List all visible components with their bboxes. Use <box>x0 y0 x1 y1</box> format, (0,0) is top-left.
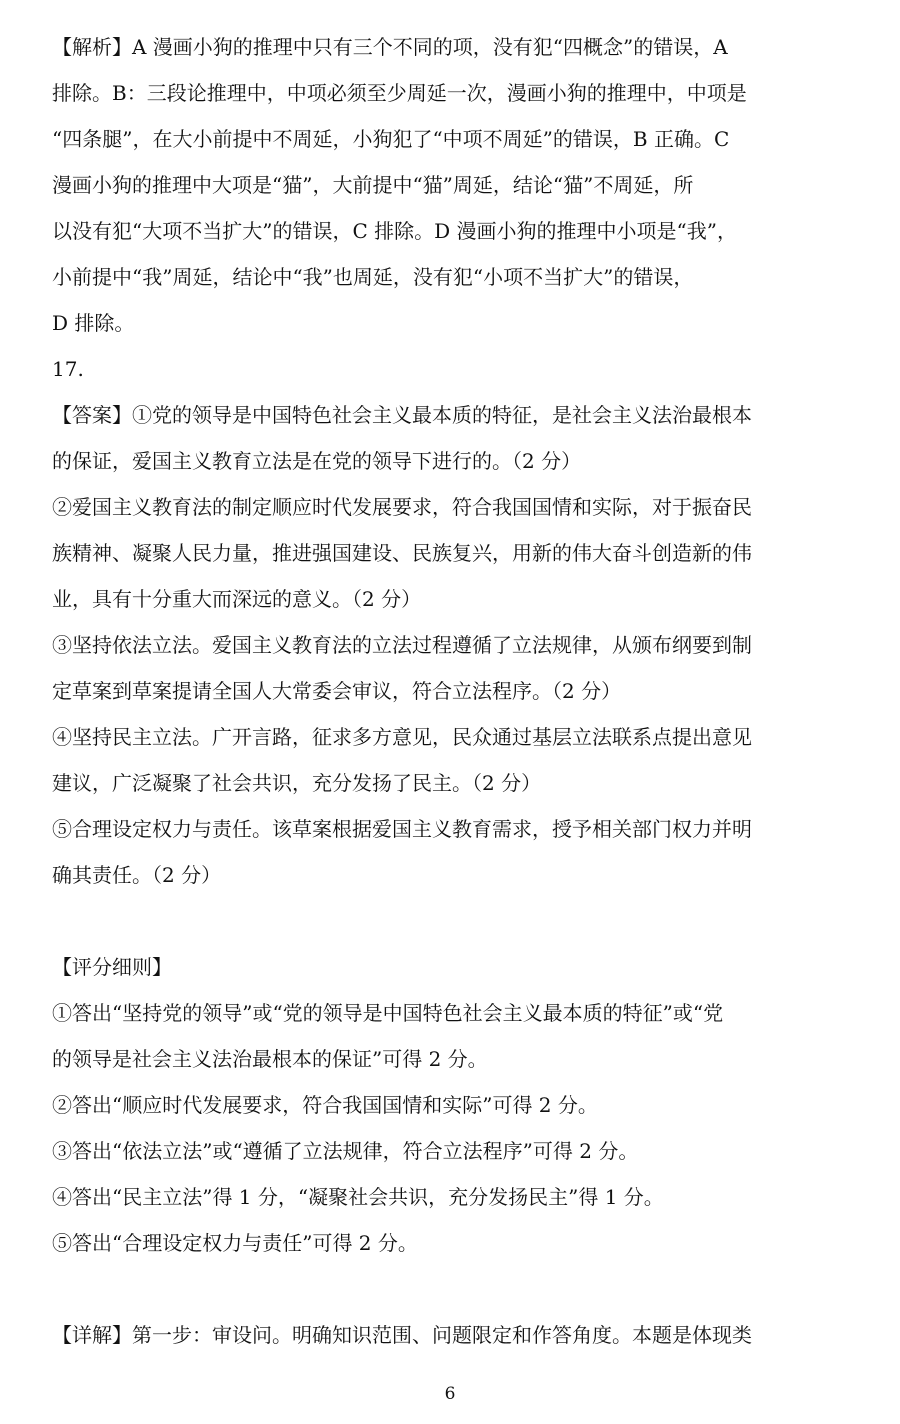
document-body <box>52 24 862 1358</box>
analysis-line: 以没有犯“大项不当扩大”的错误，C 排除。D 漫画小狗的推理中小项是“我”， <box>52 219 737 243</box>
page-number: 6 <box>444 1384 456 1404</box>
detail-line: 【详解】第一步：审设问。明确知识范围、问题限定和作答角度。本题是体现类 <box>52 1323 752 1347</box>
scoring-line: ⑤答出“合理设定权力与责任”可得 2 分。 <box>52 1231 418 1255</box>
answer-line: 定草案到草案提请全国人大常委会审议，符合立法程序。（2 分） <box>52 679 622 703</box>
detail-section <box>52 1312 862 1358</box>
section-spacer <box>52 898 862 944</box>
answer-line: 【答案】①党的领导是中国特色社会主义最本质的特征，是社会主义法治最根本 <box>52 403 752 427</box>
analysis-line: D 排除。 <box>52 311 135 335</box>
scoring-line: ④答出“民主立法”得 1 分，“凝聚社会共识，充分发扬民主”得 1 分。 <box>52 1185 664 1209</box>
scoring-heading: 【评分细则】 <box>52 955 172 979</box>
scoring-line: ②答出“顺应时代发展要求，符合我国国情和实际”可得 2 分。 <box>52 1093 598 1117</box>
answer-line: ④坚持民主立法。广开言路，征求多方意见，民众通过基层立法联系点提出意见 <box>52 725 752 749</box>
answer-line: 确其责任。（2 分） <box>52 863 222 887</box>
section-spacer <box>52 1266 862 1312</box>
answer-section <box>52 392 862 898</box>
analysis-line: “四条腿”，在大小前提中不周延，小狗犯了“中项不周延”的错误，B 正确。C <box>52 127 730 151</box>
analysis-section <box>52 24 862 346</box>
analysis-line: 漫画小狗的推理中大项是“猫”，大前提中“猫”周延，结论“猫”不周延，所 <box>52 173 694 197</box>
answer-line: ⑤合理设定权力与责任。该草案根据爱国主义教育需求，授予相关部门权力并明 <box>52 817 752 841</box>
scoring-line: ①答出“坚持党的领导”或“党的领导是中国特色社会主义最本质的特征”或“党 <box>52 1001 724 1025</box>
answer-line: ②爱国主义教育法的制定顺应时代发展要求，符合我国国情和实际，对于振奋民 <box>52 495 752 519</box>
scoring-line: 的领导是社会主义法治最根本的保证”可得 2 分。 <box>52 1047 488 1071</box>
answer-line: 业，具有十分重大而深远的意义。（2 分） <box>52 587 422 611</box>
analysis-line: 排除。B：三段论推理中，中项必须至少周延一次，漫画小狗的推理中，中项是 <box>52 81 747 105</box>
analysis-line: 小前提中“我”周延，结论中“我”也周延，没有犯“小项不当扩大”的错误， <box>52 265 694 289</box>
answer-line: ③坚持依法立法。爱国主义教育法的立法过程遵循了立法规律，从颁布纲要到制 <box>52 633 752 657</box>
scoring-line: ③答出“依法立法”或“遵循了立法规律，符合立法程序”可得 2 分。 <box>52 1139 639 1163</box>
answer-line: 建议，广泛凝聚了社会共识，充分发扬了民主。（2 分） <box>52 771 542 795</box>
question-number: 17. <box>52 357 84 381</box>
answer-line: 族精神、凝聚人民力量，推进强国建设、民族复兴，用新的伟大奋斗创造新的伟 <box>52 541 752 565</box>
answer-line: 的保证，爱国主义教育立法是在党的领导下进行的。（2 分） <box>52 449 582 473</box>
scoring-section <box>52 944 862 1266</box>
analysis-line: 【解析】A 漫画小狗的推理中只有三个不同的项，没有犯“四概念”的错误，A <box>52 35 728 59</box>
